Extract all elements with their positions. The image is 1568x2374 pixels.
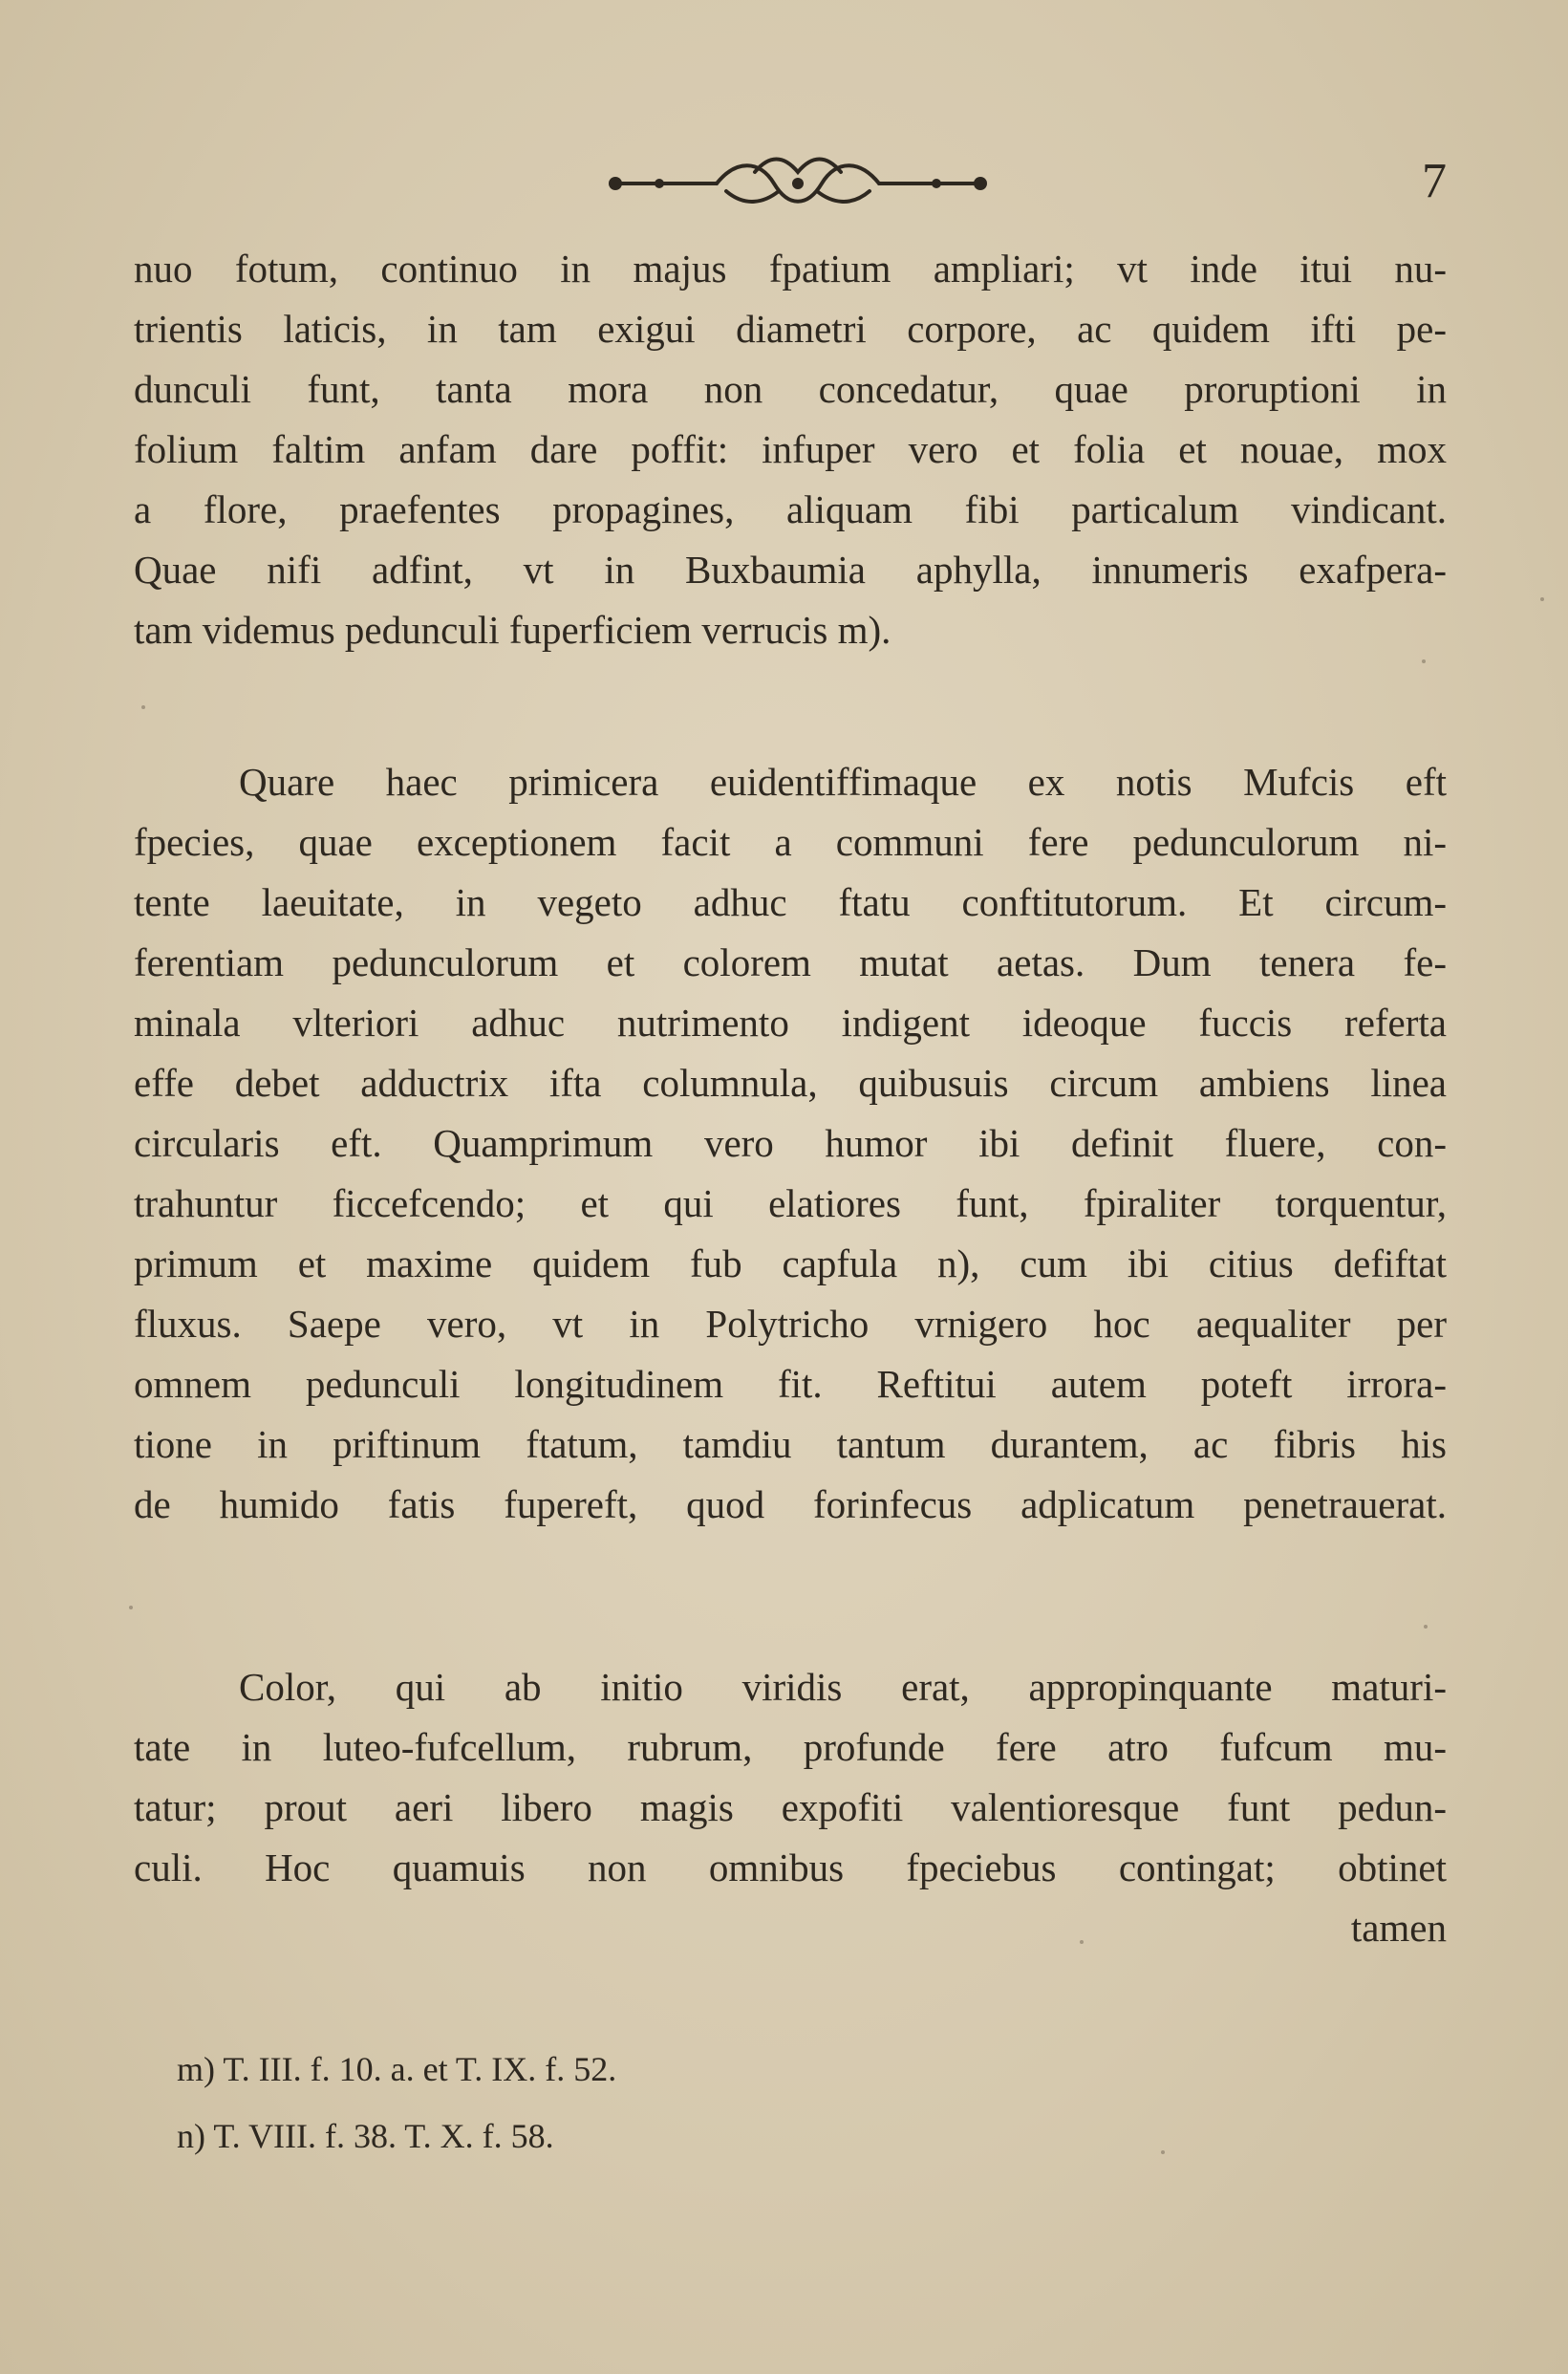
text-line: tam videmus pedunculi fuperficiem verrucis m). bbox=[134, 608, 891, 652]
text-line: trahuntur ficcefcendo; et qui elatiores funt, fpiraliter torquentur, bbox=[134, 1181, 1447, 1225]
paper-speck bbox=[1080, 1940, 1084, 1944]
paper-speck bbox=[1161, 2150, 1165, 2154]
text-line: Quare haec primicera euidentiffimaque ex notis Mufcis eft bbox=[239, 760, 1447, 804]
text-line: culi. Hoc quamuis non omnibus fpeciebus contingat; obtinet bbox=[134, 1845, 1447, 1889]
footnote-m: m) T. III. f. 10. a. et T. IX. f. 52. bbox=[177, 2050, 617, 2088]
text-line: nuo fotum, continuo in majus fpatium ampliari; vt inde itui nu- bbox=[134, 247, 1447, 291]
paragraph-1 bbox=[134, 239, 1447, 660]
catchword: tamen bbox=[1350, 1906, 1447, 1950]
text-line: a flore, praefentes propagines, aliquam fibi particalum vindicant. bbox=[134, 487, 1447, 531]
footnote-n: n) T. VIII. f. 38. T. X. f. 58. bbox=[177, 2117, 554, 2155]
paragraph-2 bbox=[134, 752, 1447, 1535]
text-line: tente laeuitate, in vegeto adhuc ftatu conftitutorum. Et circum- bbox=[134, 880, 1447, 924]
text-line: ferentiam pedunculorum et colorem mutat aetas. Dum tenera fe- bbox=[134, 940, 1447, 984]
text-line: minala vlteriori adhuc nutrimento indigent ideoque fuccis referta bbox=[134, 1001, 1447, 1045]
text-line: fluxus. Saepe vero, vt in Polytricho vrnigero hoc aequaliter per bbox=[134, 1302, 1447, 1346]
text-line: folium faltim anfam dare poffit: infuper vero et folia et nouae, mox bbox=[134, 427, 1447, 471]
text-line: Color, qui ab initio viridis erat, appropinquante maturi- bbox=[239, 1665, 1447, 1709]
text-line: effe debet adductrix ifta columnula, quibusuis circum ambiens linea bbox=[134, 1061, 1447, 1105]
text-line: fpecies, quae exceptionem facit a communi fere pedunculorum ni- bbox=[134, 820, 1447, 864]
paper-speck bbox=[1424, 1625, 1428, 1629]
text-line: tione in priftinum ftatum, tamdiu tantum durantem, ac fibris his bbox=[134, 1422, 1447, 1466]
paper-speck bbox=[129, 1606, 133, 1609]
text-line: circularis eft. Quamprimum vero humor ibi definit fluere, con- bbox=[134, 1121, 1447, 1165]
text-line: de humido fatis fupereft, quod forinfecus adplicatum penetrauerat. bbox=[134, 1482, 1447, 1526]
paragraph-3 bbox=[134, 1657, 1447, 1958]
header-ornament bbox=[602, 155, 994, 208]
text-line: primum et maxime quidem fub capfula n), cum ibi citius defiftat bbox=[134, 1241, 1447, 1285]
text-line: dunculi funt, tanta mora non concedatur, quae proruptioni in bbox=[134, 367, 1447, 411]
footnotes bbox=[177, 2036, 616, 2169]
text-line: Quae nifi adfint, vt in Buxbaumia aphylla, innumeris exafpera- bbox=[134, 548, 1447, 592]
text-line: tatur; prout aeri libero magis expofiti valentioresque funt pedun- bbox=[134, 1785, 1447, 1829]
paper-speck bbox=[1422, 659, 1426, 663]
text-line: tate in luteo-fufcellum, rubrum, profunde fere atro fufcum mu- bbox=[134, 1725, 1447, 1769]
page-number: 7 bbox=[1422, 154, 1447, 208]
paper-speck bbox=[1540, 597, 1544, 601]
paper-speck bbox=[141, 705, 145, 709]
text-line: trientis laticis, in tam exigui diametri corpore, ac quidem ifti pe- bbox=[134, 307, 1447, 351]
text-line: omnem pedunculi longitudinem fit. Reftitui autem poteft irrora- bbox=[134, 1362, 1447, 1406]
